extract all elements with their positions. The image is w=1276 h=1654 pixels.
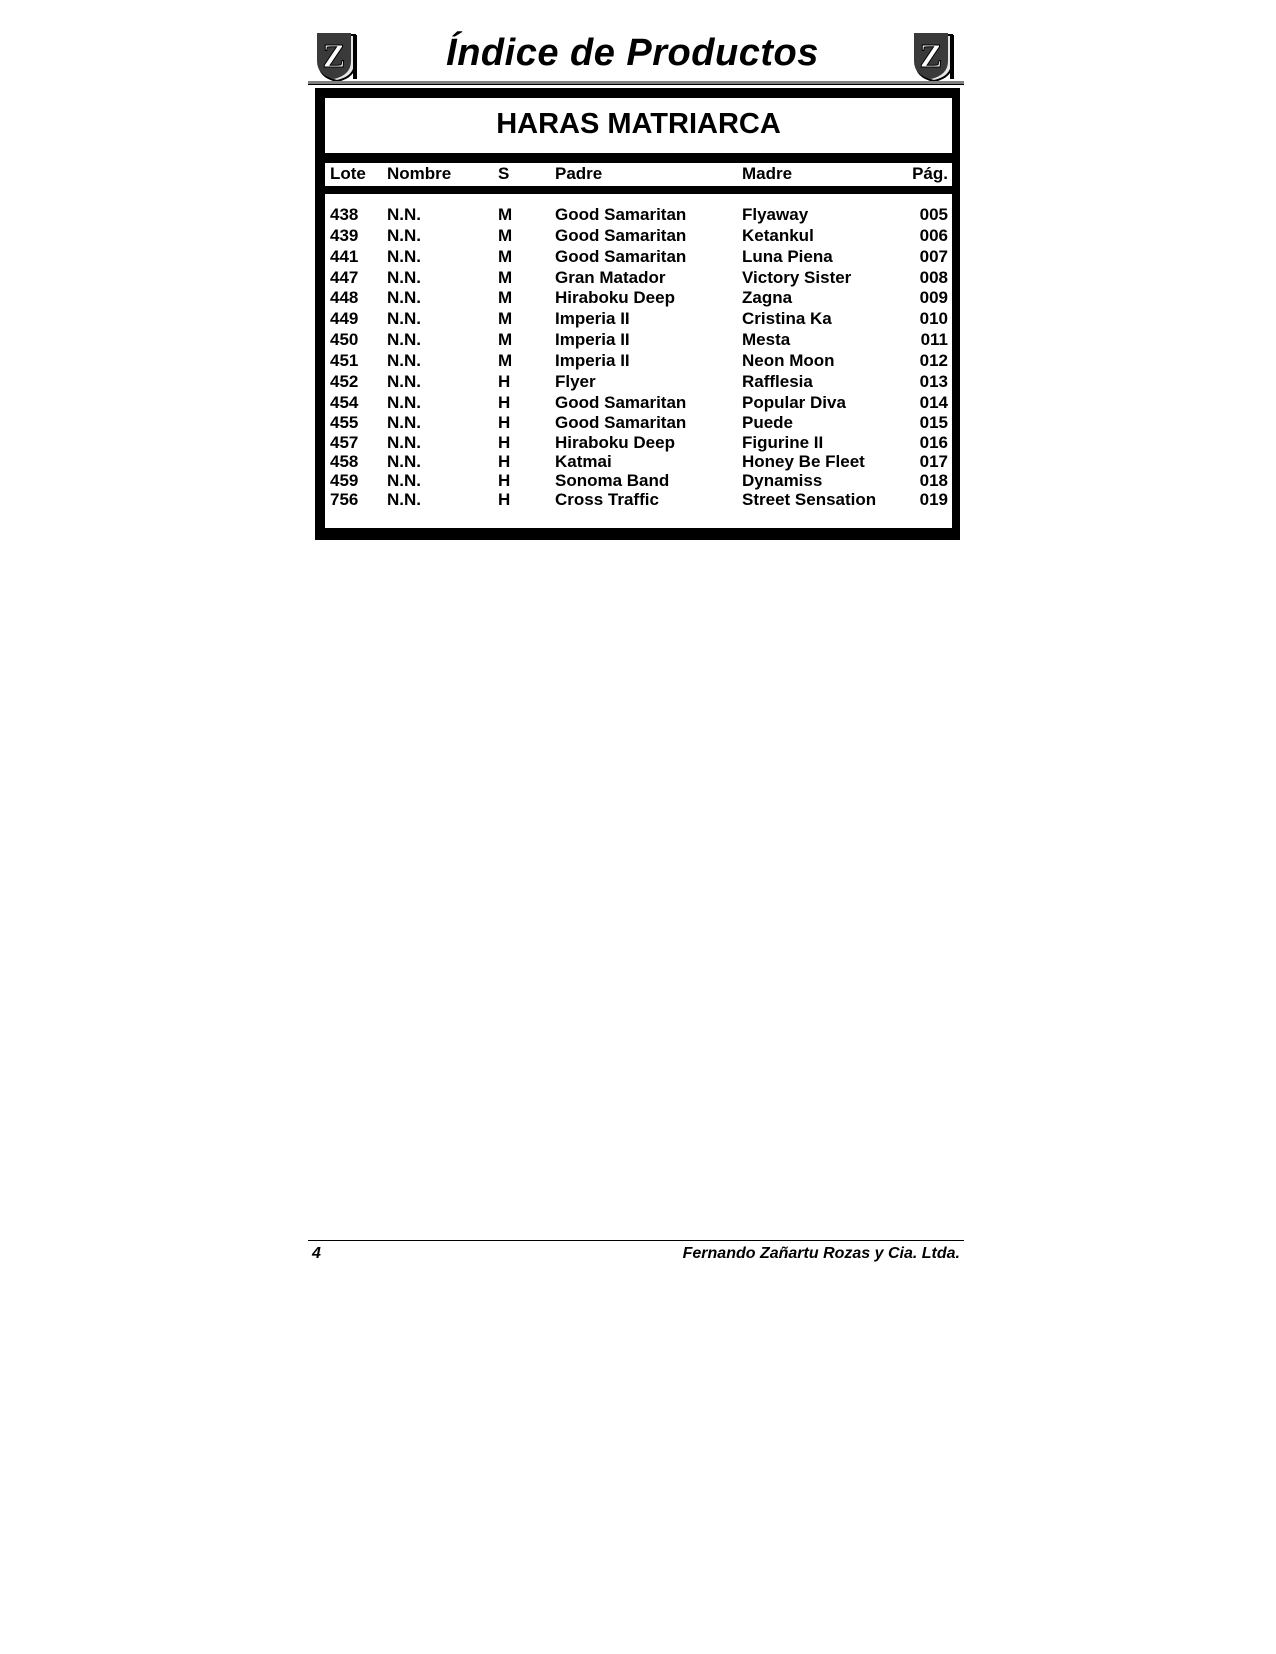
table-row bbox=[0, 372, 1276, 392]
sexo-cell: H bbox=[498, 413, 511, 432]
madre-cell: Victory Sister bbox=[742, 268, 852, 287]
table-row bbox=[0, 433, 1276, 453]
padre-cell: Hiraboku Deep bbox=[555, 288, 675, 307]
pagina-cell: 012 bbox=[919, 351, 948, 370]
madre-cell: Honey Be Fleet bbox=[742, 452, 865, 471]
sexo-cell: H bbox=[498, 471, 511, 490]
madre-cell: Cristina Ka bbox=[742, 309, 832, 328]
madre-cell: Zagna bbox=[742, 288, 793, 307]
sexo-cell: M bbox=[498, 268, 513, 287]
nombre-cell: N.N. bbox=[387, 226, 421, 245]
section-title: HARAS MATRIARCA bbox=[496, 108, 781, 140]
nombre-cell: N.N. bbox=[387, 205, 421, 224]
lote-cell: 449 bbox=[330, 309, 359, 328]
padre-cell: Cross Traffic bbox=[555, 490, 659, 509]
madre-cell: Figurine II bbox=[742, 433, 824, 452]
sexo-cell: H bbox=[498, 393, 511, 412]
svg-text:Z: Z bbox=[322, 38, 346, 75]
sexo-cell: M bbox=[498, 309, 513, 328]
lote-cell: 454 bbox=[330, 393, 359, 412]
table-row bbox=[0, 351, 1276, 371]
nombre-cell: N.N. bbox=[387, 471, 421, 490]
pagina-cell: 013 bbox=[919, 372, 948, 391]
column-header-padre: Padre bbox=[555, 164, 603, 183]
pagina-cell: 008 bbox=[919, 268, 948, 287]
nombre-cell: N.N. bbox=[387, 452, 421, 471]
lote-cell: 459 bbox=[330, 471, 359, 490]
table-row bbox=[0, 393, 1276, 413]
lote-cell: 455 bbox=[330, 413, 359, 432]
madre-cell: Flyaway bbox=[742, 205, 809, 224]
sexo-cell: H bbox=[498, 452, 511, 471]
table-row bbox=[0, 205, 1276, 225]
sexo-cell: M bbox=[498, 351, 513, 370]
nombre-cell: N.N. bbox=[387, 351, 421, 370]
nombre-cell: N.N. bbox=[387, 490, 421, 509]
lote-cell: 452 bbox=[330, 372, 359, 391]
column-header-pagina: Pág. bbox=[912, 164, 948, 183]
padre-cell: Sonoma Band bbox=[555, 471, 670, 490]
column-header-sexo: S bbox=[498, 164, 510, 183]
sexo-cell: M bbox=[498, 226, 513, 245]
lote-cell: 457 bbox=[330, 433, 359, 452]
table-row bbox=[0, 490, 1276, 510]
shield-z-logo-icon bbox=[910, 33, 958, 83]
madre-cell: Ketankul bbox=[742, 226, 814, 245]
madre-cell: Dynamiss bbox=[742, 471, 823, 490]
pagina-cell: 005 bbox=[919, 205, 948, 224]
pagina-cell: 007 bbox=[919, 247, 948, 266]
nombre-cell: N.N. bbox=[387, 330, 421, 349]
pagina-cell: 014 bbox=[919, 393, 948, 412]
madre-cell: Popular Diva bbox=[742, 393, 846, 412]
padre-cell: Good Samaritan bbox=[555, 393, 687, 412]
padre-cell: Imperia II bbox=[555, 351, 630, 370]
column-header-madre: Madre bbox=[742, 164, 793, 183]
pagina-cell: 019 bbox=[919, 490, 948, 509]
page-title: Índice de Productos bbox=[446, 32, 819, 74]
sexo-cell: H bbox=[498, 372, 511, 391]
table-row bbox=[0, 226, 1276, 246]
padre-cell: Katmai bbox=[555, 452, 612, 471]
table-row bbox=[0, 413, 1276, 433]
column-header-lote: Lote bbox=[330, 164, 366, 183]
pagina-cell: 006 bbox=[919, 226, 948, 245]
lote-cell: 451 bbox=[330, 351, 359, 370]
madre-cell: Mesta bbox=[742, 330, 791, 349]
padre-cell: Good Samaritan bbox=[555, 226, 687, 245]
madre-cell: Puede bbox=[742, 413, 794, 432]
madre-cell: Rafflesia bbox=[742, 372, 813, 391]
header-rule-shadow bbox=[308, 84, 964, 85]
table-row bbox=[0, 452, 1276, 472]
nombre-cell: N.N. bbox=[387, 393, 421, 412]
padre-cell: Hiraboku Deep bbox=[555, 433, 675, 452]
lote-cell: 439 bbox=[330, 226, 359, 245]
svg-text:Z: Z bbox=[919, 38, 943, 75]
sexo-cell: H bbox=[498, 433, 511, 452]
nombre-cell: N.N. bbox=[387, 309, 421, 328]
pagina-cell: 009 bbox=[919, 288, 948, 307]
lote-cell: 447 bbox=[330, 268, 359, 287]
lote-cell: 438 bbox=[330, 205, 359, 224]
column-header-nombre: Nombre bbox=[387, 164, 452, 183]
page-number: 4 bbox=[312, 1245, 321, 1262]
madre-cell: Luna Piena bbox=[742, 247, 833, 266]
nombre-cell: N.N. bbox=[387, 268, 421, 287]
madre-cell: Street Sensation bbox=[742, 490, 877, 509]
lote-cell: 756 bbox=[330, 490, 359, 509]
pagina-cell: 018 bbox=[919, 471, 948, 490]
padre-cell: Good Samaritan bbox=[555, 413, 687, 432]
table-header-row bbox=[0, 164, 1276, 184]
table-row bbox=[0, 288, 1276, 308]
pagina-cell: 016 bbox=[919, 433, 948, 452]
table-row bbox=[0, 309, 1276, 329]
table-row bbox=[0, 247, 1276, 267]
sexo-cell: M bbox=[498, 330, 513, 349]
table-row bbox=[0, 471, 1276, 491]
footer-rule bbox=[308, 1240, 964, 1241]
sexo-cell: M bbox=[498, 205, 513, 224]
sexo-cell: H bbox=[498, 490, 511, 509]
lote-cell: 450 bbox=[330, 330, 359, 349]
padre-cell: Flyer bbox=[555, 372, 596, 391]
shield-z-logo-icon bbox=[313, 33, 361, 83]
madre-cell: Neon Moon bbox=[742, 351, 835, 370]
table-row bbox=[0, 268, 1276, 288]
pagina-cell: 011 bbox=[920, 330, 948, 349]
nombre-cell: N.N. bbox=[387, 288, 421, 307]
padre-cell: Good Samaritan bbox=[555, 247, 687, 266]
pagina-cell: 010 bbox=[919, 309, 948, 328]
lote-cell: 448 bbox=[330, 288, 359, 307]
table-row bbox=[0, 330, 1276, 350]
sexo-cell: M bbox=[498, 288, 513, 307]
padre-cell: Imperia II bbox=[555, 309, 630, 328]
nombre-cell: N.N. bbox=[387, 372, 421, 391]
pagina-cell: 017 bbox=[919, 452, 948, 471]
padre-cell: Good Samaritan bbox=[555, 205, 687, 224]
sexo-cell: M bbox=[498, 247, 513, 266]
lote-cell: 441 bbox=[330, 247, 359, 266]
pagina-cell: 015 bbox=[919, 413, 948, 432]
padre-cell: Gran Matador bbox=[555, 268, 666, 287]
lote-cell: 458 bbox=[330, 452, 359, 471]
company-name: Fernando Zañartu Rozas y Cia. Ltda. bbox=[682, 1245, 960, 1262]
nombre-cell: N.N. bbox=[387, 413, 421, 432]
nombre-cell: N.N. bbox=[387, 433, 421, 452]
nombre-cell: N.N. bbox=[387, 247, 421, 266]
padre-cell: Imperia II bbox=[555, 330, 630, 349]
